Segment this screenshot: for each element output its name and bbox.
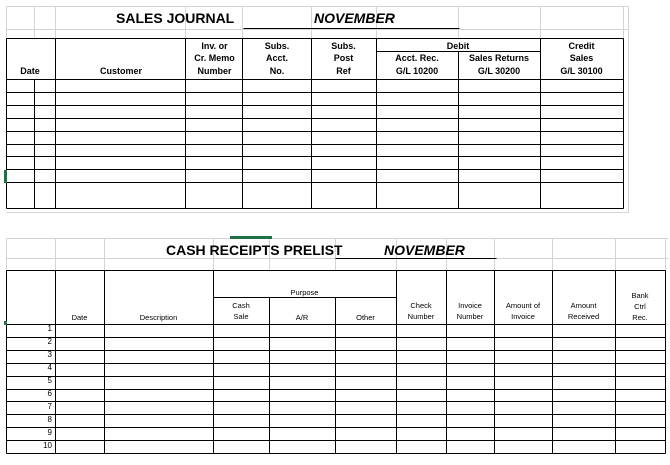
cr-header-cash-sale: Cash <box>232 301 250 310</box>
sj-header-inv: Cr. Memo <box>194 53 235 63</box>
cr-header-check-number: Check <box>410 301 432 310</box>
sj-header-credit: Credit <box>568 41 595 51</box>
row-number: 3 <box>47 350 52 359</box>
row-number: 1 <box>47 324 52 333</box>
selection-marker <box>4 321 7 325</box>
sj-header-date: Date <box>20 66 40 76</box>
sj-header-subs-acct: No. <box>269 66 285 76</box>
sj-header-customer: Customer <box>99 66 142 76</box>
cr-header-purpose: Purpose <box>290 288 319 297</box>
sj-header-sales-returns: Sales Returns <box>468 53 530 63</box>
selection-marker <box>4 170 7 183</box>
sj-header-subs-acct: Acct. <box>265 53 288 63</box>
sj-header-subs-acct: Subs. <box>264 41 290 51</box>
cr-header-bank-ctrl-rec: Bank <box>631 291 649 300</box>
row-number: 4 <box>47 363 52 372</box>
sj-header-subs-post: Subs. <box>331 41 356 51</box>
cr-header-cash-sale: Sale <box>233 312 249 321</box>
row-number: 5 <box>47 376 52 385</box>
cr-header-ar: A/R <box>295 313 309 322</box>
sj-header-inv: Inv. or <box>201 41 228 51</box>
sj-header-acct-rec: G/L 10200 <box>395 66 439 76</box>
row-number: 9 <box>47 428 52 437</box>
selection-marker <box>230 236 272 239</box>
cr-header-invoice-number: Invoice <box>458 301 482 310</box>
cash-receipts-title: CASH RECEIPTS PRELIST <box>166 242 343 258</box>
cr-header-description: Description <box>139 313 178 322</box>
sj-header-credit: Sales <box>569 53 594 63</box>
row-number: 6 <box>47 389 52 398</box>
cr-header-invoice-number: Number <box>456 312 484 321</box>
sales-journal-month: NOVEMBER <box>314 10 395 26</box>
sj-header-subs-post: Ref <box>336 66 351 76</box>
sj-header-debit: Debit <box>446 41 470 51</box>
cr-header-amount-received: Amount <box>570 301 597 310</box>
row-number: 2 <box>47 337 52 346</box>
sj-header-credit: G/L 30100 <box>560 66 603 76</box>
row-number: 8 <box>47 415 52 424</box>
row-number: 7 <box>47 402 52 411</box>
cr-header-other: Other <box>356 313 375 322</box>
cr-header-amount-invoice: Amount of <box>505 301 541 310</box>
cr-header-bank-ctrl-rec: Rec. <box>632 313 648 322</box>
cash-receipts-month: NOVEMBER <box>384 242 465 258</box>
row-number: 10 <box>43 441 52 450</box>
cr-header-bank-ctrl-rec: Ctrl <box>634 302 646 311</box>
sj-header-acct-rec: Acct. Rec. <box>395 53 439 63</box>
cr-header-amount-received: Received <box>567 312 600 321</box>
cr-header-date: Date <box>71 313 88 322</box>
sj-header-sales-returns: G/L 30200 <box>477 66 521 76</box>
sj-header-subs-post: Post <box>333 53 354 63</box>
cr-header-amount-invoice: Invoice <box>511 312 535 321</box>
cr-header-check-number: Number <box>407 312 435 321</box>
sj-header-inv: Number <box>197 66 232 76</box>
sales-journal-title: SALES JOURNAL <box>116 10 235 26</box>
